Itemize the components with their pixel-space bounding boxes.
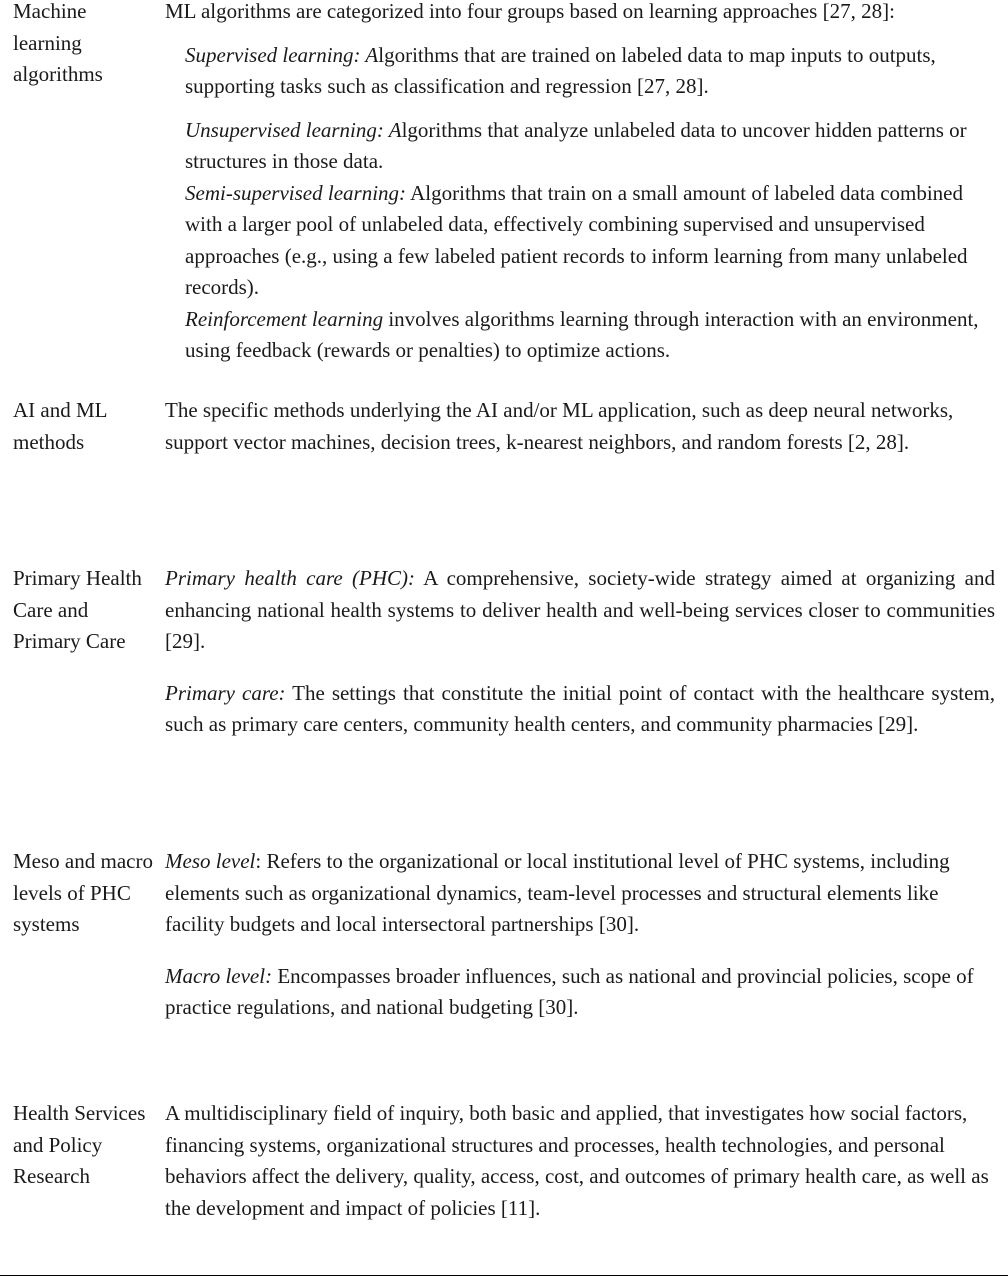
ml-supervised-label: Supervised learning: A <box>185 42 379 67</box>
ml-intro: ML algorithms are categorized into four groups based on learning approaches [27, 28]: <box>165 0 895 23</box>
term-ai-ml-methods: AI and ML methods <box>13 398 107 454</box>
primary-care-definition <box>165 678 995 741</box>
phc-text: A comprehensive, society-wide strategy aimed at organizing and enhancing national health systems to deliver health and well-being services closer to communities [29]. <box>165 566 996 653</box>
macro-label: Macro level: <box>165 963 273 988</box>
macro-text: Encompasses broader influences, such as national and provincial policies, scope of practice regulations, and national budgeting [30]. <box>165 963 974 1019</box>
term-health-services-policy-research: Health Services and Policy Research <box>13 1101 146 1188</box>
definition-primary-health-care <box>165 563 995 741</box>
primary-care-label: Primary care: <box>165 680 286 705</box>
ml-reinforcement-label: Reinforcement learning <box>185 306 384 331</box>
term-machine-learning-algorithms: Machine learning algorithms <box>13 0 103 86</box>
ml-semi-supervised-label: Semi-supervised learning: <box>185 180 407 205</box>
ml-unsupervised-label: Unsupervised learning: A <box>185 117 402 142</box>
ml-supervised <box>165 40 995 103</box>
table-bottom-rule <box>0 1275 1008 1276</box>
meso-definition <box>165 846 995 941</box>
meso-text: : Refers to the organizational or local institutional level of PHC systems, including elements such as organizational dynamics, team-level processes and structural elements like facility budgets and local intersectoral partnerships [30]. <box>165 849 950 936</box>
term-primary-health-care: Primary Health Care and Primary Care <box>13 566 142 653</box>
ml-semi-supervised-text: Algorithms that train on a small amount of labeled data combined with a larger pool of unlabeled data, effectively combining supervised and unsupervised approaches (e.g., using a few labeled patient records to inform learning from many unlabeled records). <box>185 180 968 299</box>
macro-definition <box>165 961 995 1024</box>
ml-unsupervised-text: lgorithms that analyze unlabeled data to uncover hidden patterns or structures in those data. <box>185 117 967 173</box>
ml-supervised-text: lgorithms that are trained on labeled data to map inputs to outputs, supporting tasks such as classification and regression [27, 28]. <box>185 42 936 98</box>
hspr-text: A multidisciplinary field of inquiry, both basic and applied, that investigates how social factors, financing systems, organizational structures and processes, health technologies, and personal behaviors affect the delivery, quality, access, cost, and outcomes of primary health care, as well as the development and impact of policies [11]. <box>165 1101 989 1220</box>
phc-definition <box>165 563 995 658</box>
primary-care-text: The settings that constitute the initial point of contact with the healthcare system, such as primary care centers, community health centers, and community pharmacies [29]. <box>165 680 995 736</box>
ml-reinforcement-text: involves algorithms learning through interaction with an environment, using feedback (rewards or penalties) to optimize actions. <box>185 306 979 362</box>
definition-ai-ml-methods <box>165 395 995 458</box>
ml-semi-supervised <box>165 178 995 304</box>
definition-machine-learning-algorithms <box>165 0 995 367</box>
ai-ml-methods-text: The specific methods underlying the AI and/or ML application, such as deep neural networks, support vector machines, decision trees, k-nearest neighbors, and random forests [2, 28]. <box>165 398 954 454</box>
meso-label: Meso level <box>165 849 256 873</box>
ml-unsupervised <box>165 115 995 178</box>
definition-health-services-policy-research <box>165 1098 995 1224</box>
definition-meso-macro-levels <box>165 846 995 1024</box>
phc-label: Primary health care (PHC): <box>165 566 416 590</box>
term-meso-macro-levels: Meso and macro levels of PHC systems <box>13 849 153 936</box>
ml-reinforcement <box>165 304 995 367</box>
